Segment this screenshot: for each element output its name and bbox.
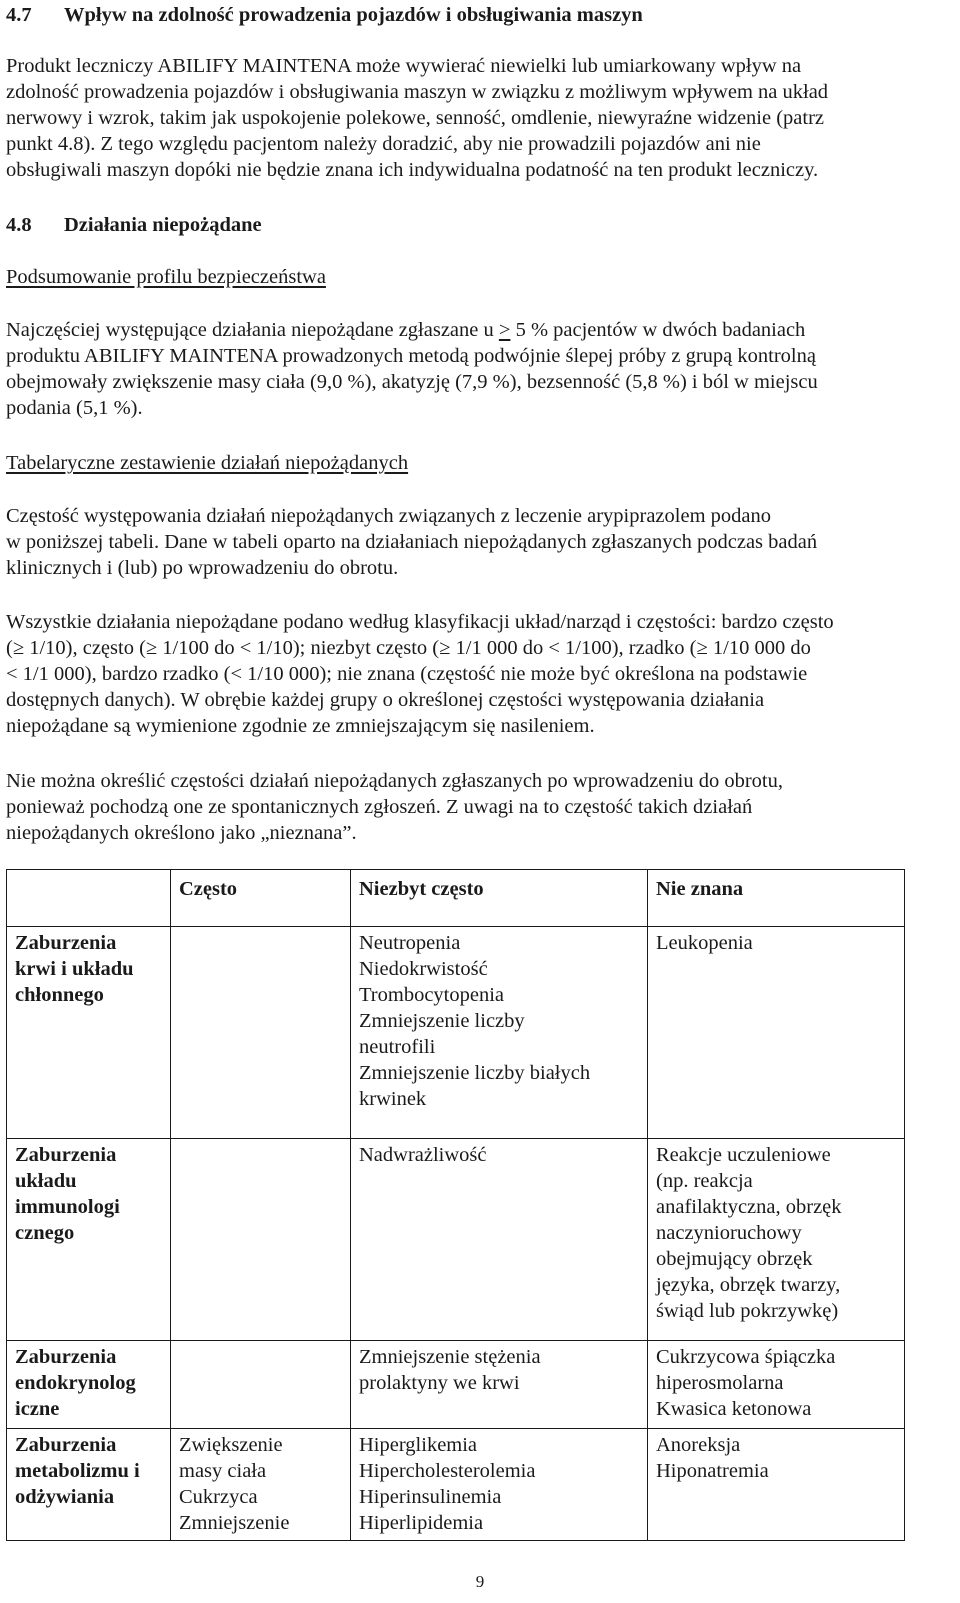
subheading-safety-profile — [6, 264, 956, 290]
unknown-cell — [648, 1341, 905, 1429]
cell-line: języka, obrzęk twarzy, — [656, 1274, 841, 1296]
cell-line: Cukrzyca — [179, 1486, 258, 1508]
cell-line: Zmniejszenie stężenia — [359, 1346, 541, 1368]
section-title: Wpływ na zdolność prowadzenia pojazdów i obsługiwania maszyn — [64, 4, 643, 26]
section-4-8-heading — [6, 212, 956, 238]
page-number: 9 — [475, 1572, 485, 1591]
uncommon-cell — [351, 927, 648, 1139]
table-row — [7, 927, 905, 1139]
text-line: klinicznych i (lub) po wprowadzeniu do obrotu. — [6, 557, 399, 579]
cell-line: Hiperlipidemia — [359, 1512, 484, 1534]
unknown-cell — [648, 927, 905, 1139]
safety-profile-paragraph — [6, 317, 956, 421]
postmarketing-paragraph — [6, 768, 956, 846]
greater-equal-symbol: > — [498, 319, 511, 341]
cell-line: prolaktyny we krwi — [359, 1372, 520, 1394]
cell-line: neutrofili — [359, 1036, 436, 1058]
cell-line: obejmujący obrzęk — [656, 1248, 813, 1270]
soc-cell — [7, 1341, 171, 1429]
soc-cell — [7, 927, 171, 1139]
cell-line: Kwasica ketonowa — [656, 1398, 812, 1420]
section-number: 4.8 — [6, 214, 32, 236]
adverse-reactions-table — [6, 869, 905, 1541]
common-cell — [171, 1429, 351, 1541]
cell-line: krwi i układu — [15, 958, 134, 980]
cell-line: Zmniejszenie liczby — [359, 1010, 525, 1032]
cell-line: (np. reakcja — [656, 1170, 753, 1192]
column-header-unknown: Nie znana — [648, 870, 905, 927]
cell-line: Niedokrwistość — [359, 958, 488, 980]
text-line: < 1/1 000), bardzo rzadko (< 1/10 000); nie znana (częstość nie może być określona na podstawie — [6, 663, 808, 685]
text-line: niepożądane są wymienione zgodnie ze zmniejszającym się nasileniem. — [6, 715, 595, 737]
subheading-text: Tabelaryczne zestawienie działań niepożądanych — [6, 452, 409, 474]
text-line: punkt 4.8). Z tego względu pacjentom należy doradzić, aby nie prowadzili pojazdów ani nie — [6, 133, 761, 155]
text-line: podania (5,1 %). — [6, 397, 143, 419]
cell-line: odżywiania — [15, 1486, 115, 1508]
table-row — [7, 1139, 905, 1341]
unknown-cell — [648, 1139, 905, 1341]
cell-line: układu — [15, 1170, 77, 1192]
cell-line: Zaburzenia — [15, 1346, 117, 1368]
cell-line: Zwiększenie — [179, 1434, 283, 1456]
uncommon-cell — [351, 1341, 648, 1429]
cell-line: hiperosmolarna — [656, 1372, 784, 1394]
cell-line: chłonnego — [15, 984, 104, 1006]
section-4-7-heading — [6, 2, 956, 28]
column-header-soc — [7, 870, 171, 927]
cell-line: Zaburzenia — [15, 1144, 117, 1166]
section-number: 4.7 — [6, 4, 32, 26]
column-header-uncommon: Niezbyt często — [351, 870, 648, 927]
subheading-tabulated-list — [6, 450, 956, 476]
text-line: Produkt leczniczy ABILIFY MAINTENA może wywierać niewielki lub umiarkowany wpływ na — [6, 55, 802, 77]
cell-line: Hiperinsulinemia — [359, 1486, 502, 1508]
uncommon-cell — [351, 1139, 648, 1341]
frequency-intro-paragraph — [6, 503, 956, 581]
cell-line: Neutropenia — [359, 932, 461, 954]
text-line — [6, 317, 956, 343]
text-line: produktu ABILIFY MAINTENA prowadzonych metodą podwójnie ślepej próby z grupą kontrolną — [6, 345, 816, 367]
text-line: obejmowały zwiększenie masy ciała (9,0 %), akatyzję (7,9 %), bezsenność (5,8 %) i ból w miejscu — [6, 371, 818, 393]
subheading-text: Podsumowanie profilu bezpieczeństwa — [6, 266, 326, 288]
text-run: Najczęściej występujące działania niepożądane zgłaszane u — [6, 319, 499, 341]
table-row — [7, 1341, 905, 1429]
section-title: Działania niepożądane — [64, 214, 262, 236]
uncommon-cell — [351, 1429, 648, 1541]
cell-line: Leukopenia — [656, 932, 753, 954]
cell-line: Trombocytopenia — [359, 984, 505, 1006]
cell-line: iczne — [15, 1398, 60, 1420]
column-header-common: Często — [171, 870, 351, 927]
soc-cell — [7, 1139, 171, 1341]
cell-line: Hiperglikemia — [359, 1434, 478, 1456]
text-line: obsługiwali maszyn dopóki nie będzie znana ich indywidualna podatność na ten produkt leczniczy. — [6, 159, 819, 181]
table-header-row — [7, 870, 905, 927]
cell-line: metabolizmu i — [15, 1460, 140, 1482]
cell-line: krwinek — [359, 1088, 427, 1110]
soc-cell — [7, 1429, 171, 1541]
table-row — [7, 1429, 905, 1541]
text-line: (≥ 1/10), często (≥ 1/100 do < 1/10); niezbyt często (≥ 1/1 000 do < 1/100), rzadko (≥ 1/10 000 do — [6, 637, 811, 659]
text-line: nerwowy i wzrok, takim jak uspokojenie polekowe, senność, omdlenie, niewyraźne widzenie (patrz — [6, 107, 825, 129]
cell-line: Cukrzycowa śpiączka — [656, 1346, 836, 1368]
cell-line: Zmniejszenie — [179, 1512, 290, 1534]
common-cell — [171, 1139, 351, 1341]
cell-line: Nadwrażliwość — [359, 1144, 487, 1166]
text-line: Częstość występowania działań niepożądanych związanych z leczenie arypiprazolem podano — [6, 505, 771, 527]
frequency-definition-paragraph — [6, 609, 956, 739]
text-line: w poniższej tabeli. Dane w tabeli oparto na działaniach niepożądanych zgłaszanych podczas badań — [6, 531, 818, 553]
cell-line: Zaburzenia — [15, 1434, 117, 1456]
text-run: 5 % pacjentów w dwóch badaniach — [510, 319, 806, 341]
cell-line: Zmniejszenie liczby białych — [359, 1062, 591, 1084]
cell-line: naczynioruchowy — [656, 1222, 802, 1244]
text-line: niepożądanych określono jako „nieznana”. — [6, 822, 357, 844]
common-cell — [171, 1341, 351, 1429]
text-line: zdolność prowadzenia pojazdów i obsługiwania maszyn w związku z możliwym wpływem na układ — [6, 81, 829, 103]
cell-line: endokrynolog — [15, 1372, 136, 1394]
section-4-7-paragraph — [6, 53, 956, 183]
cell-line: anafilaktyczna, obrzęk — [656, 1196, 842, 1218]
cell-line: Reakcje uczuleniowe — [656, 1144, 831, 1166]
text-line: ponieważ pochodzą one ze spontanicznych zgłoszeń. Z uwagi na to częstość takich działań — [6, 796, 753, 818]
cell-line: Hipercholesterolemia — [359, 1460, 536, 1482]
cell-line: Zaburzenia — [15, 932, 117, 954]
text-line: Wszystkie działania niepożądane podano według klasyfikacji układ/narząd i częstości: bardzo często — [6, 611, 834, 633]
text-line: Nie można określić częstości działań niepożądanych zgłaszanych po wprowadzeniu do obrotu, — [6, 770, 783, 792]
cell-line: cznego — [15, 1222, 75, 1244]
cell-line: świąd lub pokrzywkę) — [656, 1300, 839, 1322]
text-line: dostępnych danych). W obrębie każdej grupy o określonej częstości występowania działania — [6, 689, 765, 711]
unknown-cell — [648, 1429, 905, 1541]
cell-line: Anoreksja — [656, 1434, 741, 1456]
cell-line: immunologi — [15, 1196, 120, 1218]
cell-line: Hiponatremia — [656, 1460, 769, 1482]
cell-line: masy ciała — [179, 1460, 267, 1482]
common-cell — [171, 927, 351, 1139]
